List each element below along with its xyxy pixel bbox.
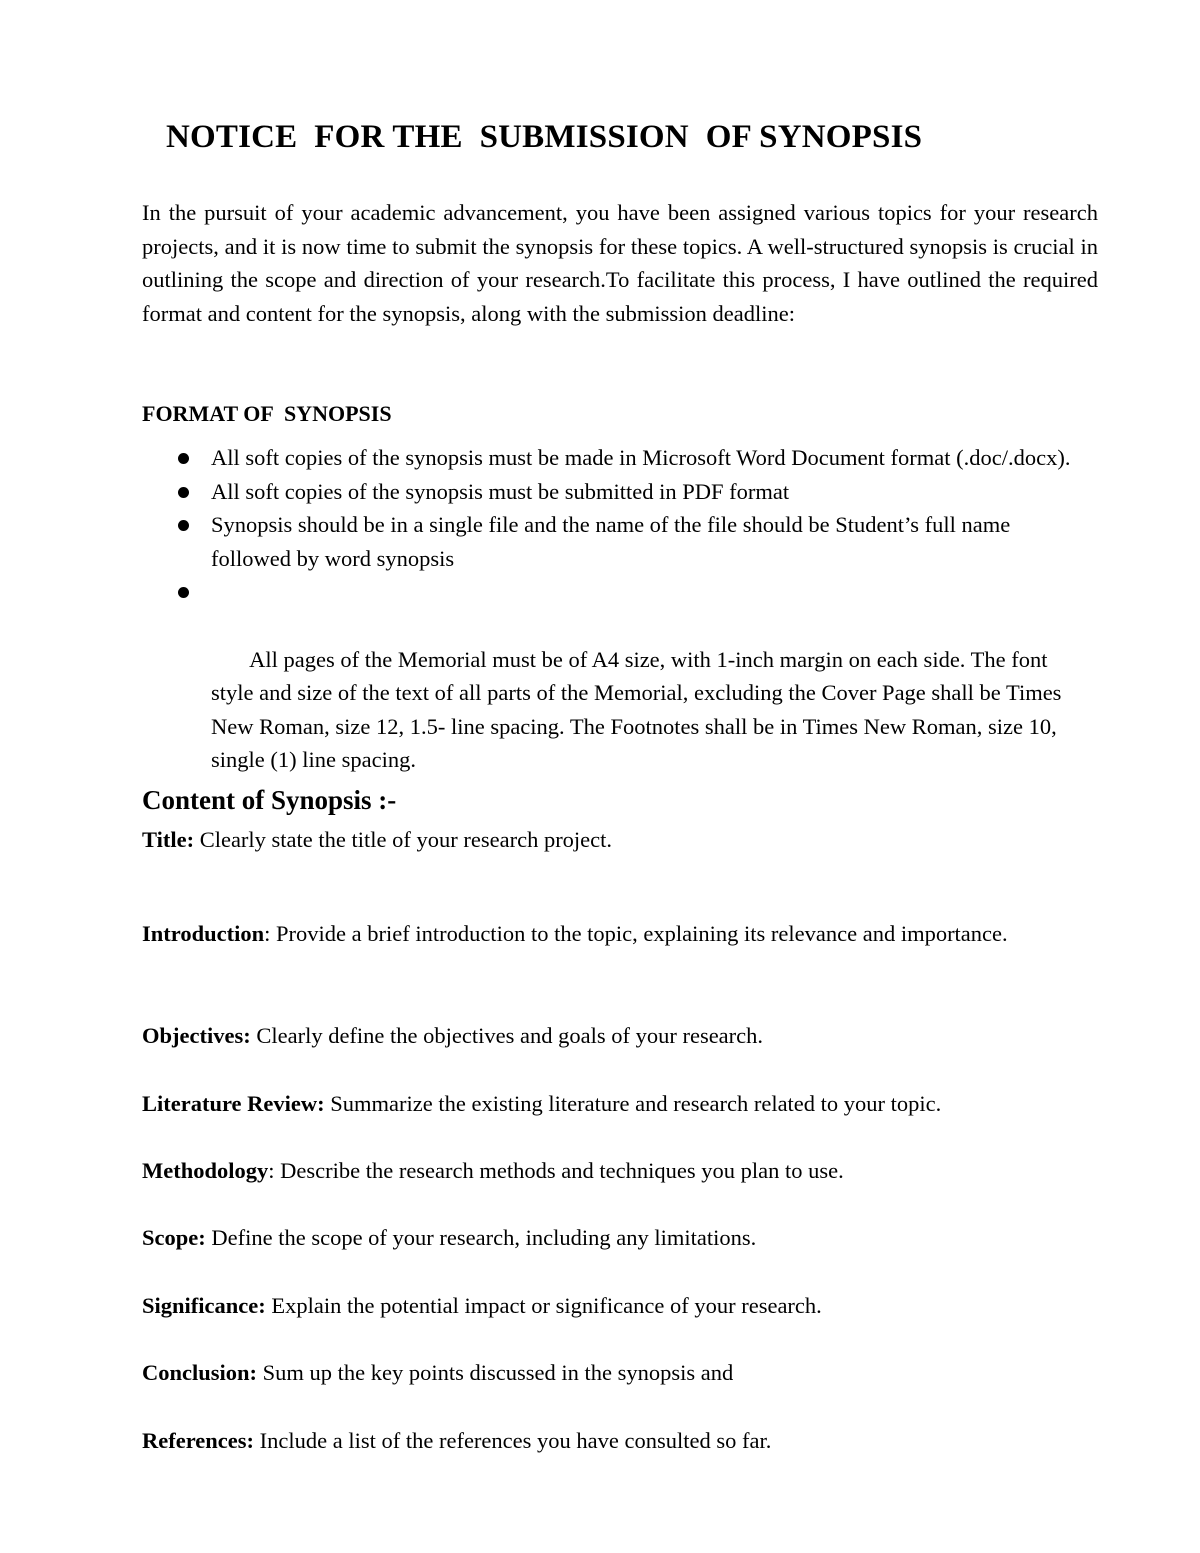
bullet-icon — [178, 487, 189, 498]
content-item-label: Literature Review: — [142, 1091, 325, 1116]
content-item-text: Clearly state the title of your research project. — [194, 827, 613, 852]
content-item-objectives — [142, 1019, 1042, 1053]
format-item-text: All soft copies of the synopsis must be submitted in PDF format — [211, 478, 790, 504]
format-list — [170, 441, 1090, 811]
content-item-references — [142, 1424, 1042, 1458]
content-item-label: Title: — [142, 827, 195, 852]
content-item-text: : Provide a brief introduction to the topic, explaining its relevance and importance. — [264, 921, 1008, 946]
content-item-significance — [142, 1289, 1042, 1323]
content-item-text: Define the scope of your research, including any limitations. — [205, 1225, 757, 1250]
format-item-text: All soft copies of the synopsis must be made in Microsoft Word Document format (.doc/.docx). — [211, 445, 1071, 470]
format-item-text: All pages of the Memorial must be of A4 size, with 1-inch margin on each side. The font style and size of the text of all parts of the Memorial, excluding the Cover Page shall be Times New Roman, size 12, 1.5- line spacing. The Footnotes shall be in Times New Roman, size 10, single (1) line spacing. — [211, 646, 1068, 773]
content-item-text: Include a list of the references you have consulted so far. — [254, 1428, 772, 1453]
content-item-text: Sum up the key points discussed in the synopsis and — [257, 1360, 734, 1385]
content-item-title — [142, 823, 1042, 857]
content-item-scope — [142, 1221, 1042, 1255]
content-item-text: Explain the potential impact or significance of your research. — [265, 1293, 822, 1318]
content-item-label: Conclusion: — [142, 1360, 258, 1385]
bullet-icon — [178, 587, 189, 598]
content-item-conclusion — [142, 1356, 1042, 1390]
content-item-introduction — [142, 917, 1012, 951]
intro-paragraph: In the pursuit of your academic advancement, you have been assigned various topics for your research projects, and it is now time to submit the synopsis for these topics. A well-structured synopsis is crucial in outlining the scope and direction of your research.To facilitate this process, I have outlined the required format and content for the synopsis, along with the submission deadline: — [142, 200, 1098, 326]
bullet-icon — [178, 520, 189, 531]
format-list-item — [170, 508, 1090, 575]
content-item-label: Scope: — [142, 1225, 206, 1250]
format-item-text: Synopsis should be in a single file and the name of the file should be Student’s full name followed by word synopsis — [211, 512, 1011, 571]
content-item-methodology — [142, 1154, 1042, 1188]
content-item-label: Objectives: — [142, 1023, 251, 1048]
bullet-icon — [178, 453, 189, 464]
content-heading: Content of Synopsis :- — [142, 785, 397, 815]
content-item-label: Methodology — [142, 1158, 269, 1183]
format-list-item — [170, 441, 1090, 475]
content-item-text: Clearly define the objectives and goals of your research. — [250, 1023, 764, 1048]
content-item-literature-review — [142, 1087, 1102, 1121]
content-item-text: : Describe the research methods and techniques you plan to use. — [268, 1158, 844, 1183]
content-item-text: Summarize the existing literature and research related to your topic. — [324, 1091, 942, 1116]
content-item-label: Significance: — [142, 1293, 266, 1318]
format-list-item — [170, 475, 1090, 509]
format-heading: FORMAT OF SYNOPSIS — [142, 401, 392, 426]
content-item-label: References: — [142, 1428, 255, 1453]
content-item-label: Introduction — [142, 921, 265, 946]
format-list-item — [170, 575, 1090, 810]
notice-title: NOTICE FOR THE SUBMISSION OF SYNOPSIS — [166, 119, 923, 155]
